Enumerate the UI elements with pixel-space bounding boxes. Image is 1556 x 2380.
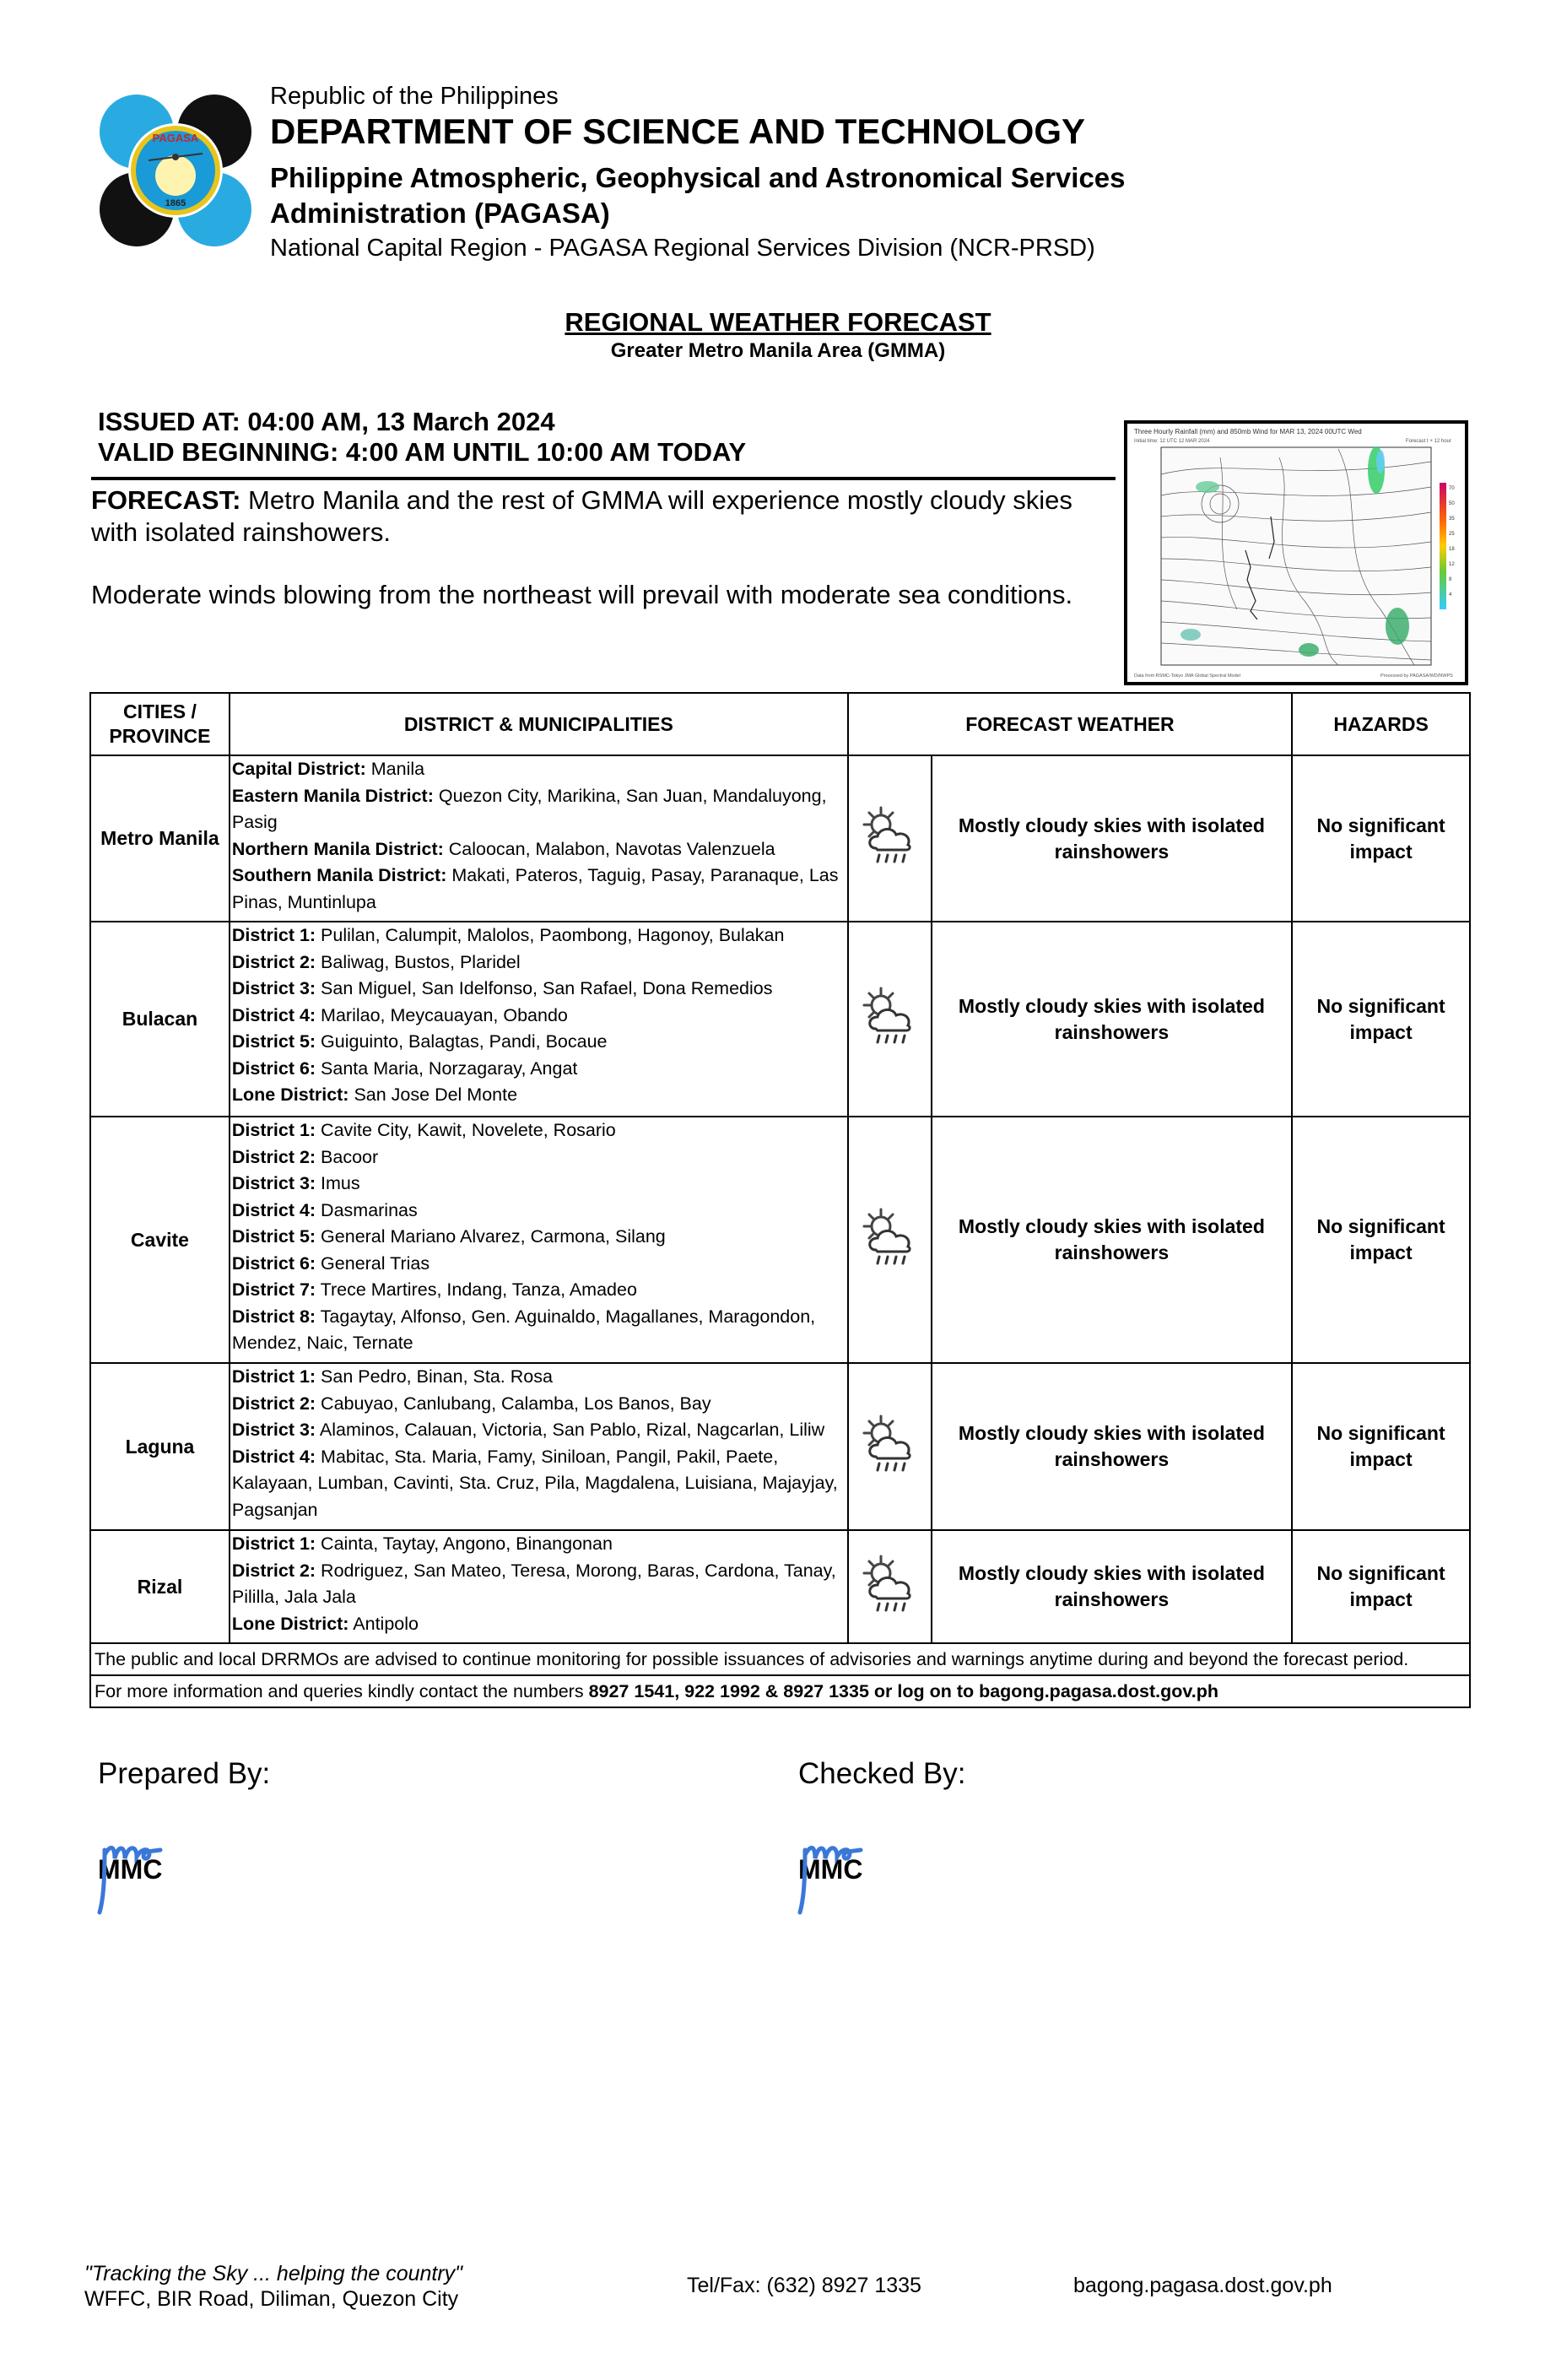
hazard: No significant impact — [1292, 755, 1470, 922]
svg-text:25: 25 — [1449, 532, 1455, 537]
district-line — [232, 922, 846, 949]
district-name: District 5: — [231, 1226, 316, 1247]
district-places: Pulilan, Calumpit, Malolos, Paombong, Hagonoy, Bulakan — [316, 925, 785, 945]
district-name: Southern Manila District: — [231, 865, 447, 885]
district-places: Trece Martires, Indang, Tanza, Amadeo — [316, 1279, 637, 1300]
district-places: Dasmarinas — [316, 1199, 418, 1220]
website-link[interactable]: bagong.pagasa.dost.gov.ph — [1073, 2274, 1332, 2297]
district-line — [232, 863, 846, 916]
rainfall-wind-map — [1124, 420, 1468, 685]
svg-text:8: 8 — [1449, 577, 1452, 582]
district-list — [230, 922, 848, 1117]
province-name: Bulacan — [90, 922, 230, 1117]
district-line — [232, 1364, 846, 1391]
tagline: "Tracking the Sky ... helping the country" — [84, 2262, 463, 2285]
svg-text:Three Hourly Rainfall (mm) and: Three Hourly Rainfall (mm) and 850mb Wind for MAR 13, 2024 00UTC Wed — [1134, 428, 1362, 435]
partly-cloudy-rain-icon — [856, 1551, 923, 1619]
contact-row — [90, 1675, 1470, 1707]
district-name: District 4: — [231, 1199, 316, 1220]
checked-by-label: Checked By: — [798, 1757, 966, 1790]
district-name: District 3: — [231, 978, 316, 998]
svg-text:PAGASA: PAGASA — [152, 132, 199, 144]
svg-text:MMC: MMC — [798, 1854, 863, 1885]
header-hazards: HAZARDS — [1292, 693, 1470, 755]
district-name: District 2: — [231, 1393, 316, 1414]
district-places: Santa Maria, Norzagaray, Angat — [316, 1057, 578, 1079]
district-places: Manila — [365, 759, 425, 779]
district-line — [232, 1391, 846, 1418]
partly-cloudy-rain-icon — [856, 1411, 923, 1479]
header-forecast-weather: FORECAST WEATHER — [848, 693, 1292, 755]
forecast-label: FORECAST: — [91, 485, 241, 515]
republic-label: Republic of the Philippines — [270, 83, 559, 110]
district-line — [232, 1029, 846, 1056]
district-line — [232, 1117, 846, 1144]
district-places: Antipolo — [348, 1613, 419, 1634]
winds-paragraph: Moderate winds blowing from the northeast will prevail with moderate sea conditions. — [91, 580, 1073, 609]
district-places: General Trias — [316, 1252, 430, 1274]
district-list — [230, 1363, 848, 1530]
address: WFFC, BIR Road, Diliman, Quezon City — [84, 2287, 459, 2311]
district-places: Alaminos, Calauan, Victoria, San Pablo, Rizal, Nagcarlan, Liliw — [316, 1420, 825, 1440]
district-name: District 2: — [231, 1146, 316, 1167]
svg-text:12: 12 — [1449, 562, 1455, 567]
hazard: No significant impact — [1292, 1530, 1470, 1643]
district-line — [232, 1144, 846, 1171]
district-name: District 6: — [231, 1252, 316, 1274]
district-line — [232, 1531, 846, 1558]
forecast-table — [89, 692, 1471, 1708]
partly-cloudy-rain-icon — [856, 803, 923, 870]
table-row — [90, 922, 1470, 1117]
forecast-weather: Mostly cloudy skies with isolated rainshowers — [932, 1363, 1292, 1530]
district-name: District 2: — [231, 951, 316, 972]
district-places: Guiguinto, Balagtas, Pandi, Bocaue — [316, 1031, 608, 1052]
district-places: Rodriguez, San Mateo, Teresa, Morong, Baras, Cardona, Tanay, Pililla, Jala Jala — [231, 1560, 836, 1607]
district-list — [230, 755, 848, 922]
district-list — [230, 1530, 848, 1643]
district-line — [232, 1611, 846, 1638]
weather-icon-cell — [848, 1363, 932, 1530]
district-places: San Jose Del Monte — [348, 1085, 518, 1105]
district-name: Eastern Manila District: — [231, 785, 434, 806]
district-places: Tagaytay, Alfonso, Gen. Aguinaldo, Magallanes, Maragondon, Mendez, Naic, Ternate — [231, 1306, 816, 1353]
district-name: District 2: — [231, 1560, 316, 1581]
district-name: District 6: — [231, 1057, 316, 1079]
district-line — [232, 783, 846, 836]
svg-text:35: 35 — [1449, 517, 1455, 522]
district-places: Cabuyao, Canlubang, Calamba, Los Banos, Bay — [316, 1393, 711, 1414]
table-row — [90, 755, 1470, 922]
checked-signature — [793, 1825, 903, 1916]
svg-text:Forecast t + 12 hour: Forecast t + 12 hour — [1406, 439, 1451, 444]
hazard: No significant impact — [1292, 922, 1470, 1117]
svg-text:Processed by PAGASA/WD/NWPS: Processed by PAGASA/WD/NWPS — [1380, 673, 1453, 679]
weather-icon-cell — [848, 1117, 932, 1363]
svg-text:Data from RSMC-Tokyo JMA Globa: Data from RSMC-Tokyo JMA Global Spectral Model — [1134, 673, 1240, 679]
district-line — [232, 1056, 846, 1083]
forecast-text: Metro Manila and the rest of GMMA will experience mostly cloudy skies with isolated rainshowers. — [91, 485, 1072, 547]
district-line — [232, 1444, 846, 1524]
district-places: San Pedro, Binan, Sta. Rosa — [316, 1366, 553, 1387]
table-row — [90, 1530, 1470, 1643]
pagasa-logo — [98, 93, 253, 248]
district-name: District 4: — [231, 1004, 316, 1025]
issued-at: ISSUED AT: 04:00 AM, 13 March 2024 — [98, 407, 555, 436]
svg-text:Initial time: 12 UTC 12 MAR 20: Initial time: 12 UTC 12 MAR 2024 — [1134, 439, 1210, 444]
weather-icon-cell — [848, 755, 932, 922]
svg-text:1865: 1865 — [165, 198, 186, 208]
hazard: No significant impact — [1292, 1363, 1470, 1530]
district-line — [232, 1082, 846, 1109]
district-name: District 5: — [231, 1031, 316, 1052]
district-places: Makati, Pateros, Taguig, Pasay, Paranaque, Las Pinas, Muntinlupa — [231, 865, 839, 912]
district-name: District 1: — [231, 1366, 316, 1387]
document-title: REGIONAL WEATHER FORECAST — [565, 307, 991, 337]
district-line — [232, 1251, 846, 1278]
prepared-by-label: Prepared By: — [98, 1757, 271, 1790]
district-name: District 3: — [231, 1420, 316, 1440]
district-line — [232, 949, 846, 976]
district-name: District 1: — [231, 1533, 316, 1554]
district-places: San Miguel, San Idelfonso, San Rafael, Dona Remedios — [316, 978, 773, 998]
district-places: Baliwag, Bustos, Plaridel — [316, 951, 521, 972]
district-name: Northern Manila District: — [231, 838, 444, 859]
district-line — [232, 1198, 846, 1225]
district-places: Cainta, Taytay, Angono, Binangonan — [316, 1533, 613, 1554]
svg-text:MMC: MMC — [98, 1854, 163, 1885]
forecast-paragraph — [91, 484, 1121, 549]
district-line — [232, 836, 846, 863]
partly-cloudy-rain-icon — [856, 983, 923, 1051]
district-name: District 1: — [231, 925, 316, 945]
table-row — [90, 1117, 1470, 1363]
district-name: District 7: — [231, 1279, 316, 1300]
district-places: Mabitac, Sta. Maria, Famy, Siniloan, Pangil, Pakil, Paete, Kalayaan, Lumban, Cavinti, Sta. Cruz, Pila, Magdalena, Luisiana, Majayjay, Pagsanjan — [231, 1446, 838, 1520]
contact-text: For more information and queries kindly contact the numbers 8927 1541, 922 1992 & 8927 1335 or log on to bagong.pagasa.dost.gov.ph — [90, 1675, 1470, 1707]
table-header-row — [90, 693, 1470, 755]
svg-text:4: 4 — [1449, 592, 1452, 598]
forecast-weather: Mostly cloudy skies with isolated rainshowers — [932, 1117, 1292, 1363]
advisory-text: The public and local DRRMOs are advised to continue monitoring for possible issuances of advisories and warnings anytime during and beyond the forecast period. — [90, 1643, 1470, 1675]
advisory-row — [90, 1643, 1470, 1675]
svg-text:50: 50 — [1449, 501, 1455, 506]
partly-cloudy-rain-icon — [856, 1204, 923, 1272]
district-line — [232, 1417, 846, 1444]
svg-text:18: 18 — [1449, 547, 1455, 552]
hazard: No significant impact — [1292, 1117, 1470, 1363]
forecast-weather: Mostly cloudy skies with isolated rainshowers — [932, 922, 1292, 1117]
weather-icon-cell — [848, 1530, 932, 1643]
district-line — [232, 1558, 846, 1611]
district-places: Caloocan, Malabon, Navotas Valenzuela — [443, 838, 775, 859]
district-name: Lone District: — [231, 1613, 349, 1634]
valid-period: VALID BEGINNING: 4:00 AM UNTIL 10:00 AM TODAY — [98, 437, 747, 467]
telfax: Tel/Fax: (632) 8927 1335 — [687, 2274, 921, 2297]
table-row — [90, 1363, 1470, 1530]
header-cities: CITIES / PROVINCE — [90, 693, 230, 755]
district-places: Bacoor — [316, 1146, 379, 1167]
agency-name: Philippine Atmospheric, Geophysical and Astronomical Services Administration (PAGASA) — [270, 162, 1126, 229]
district-line — [232, 1003, 846, 1030]
district-places: Quezon City, Marikina, San Juan, Mandaluyong, Pasig — [231, 785, 827, 832]
prepared-signature — [93, 1825, 203, 1916]
forecast-weather: Mostly cloudy skies with isolated rainshowers — [932, 755, 1292, 922]
district-line — [232, 976, 846, 1003]
district-places: General Mariano Alvarez, Carmona, Silang — [316, 1226, 666, 1247]
province-name: Cavite — [90, 1117, 230, 1363]
division-name: National Capital Region - PAGASA Regional Services Division (NCR-PRSD) — [270, 235, 1095, 262]
district-name: District 8: — [231, 1306, 316, 1327]
province-name: Rizal — [90, 1530, 230, 1643]
svg-text:70: 70 — [1449, 486, 1455, 491]
district-line — [232, 1224, 846, 1251]
district-name: Lone District: — [231, 1085, 349, 1105]
district-line — [232, 1171, 846, 1198]
district-line — [232, 756, 846, 783]
district-places: Marilao, Meycauayan, Obando — [316, 1004, 568, 1025]
district-line — [232, 1277, 846, 1304]
district-places: Cavite City, Kawit, Novelete, Rosario — [316, 1120, 616, 1140]
header-districts: DISTRICT & MUNICIPALITIES — [230, 693, 848, 755]
divider — [91, 477, 1116, 480]
district-list — [230, 1117, 848, 1363]
district-name: District 4: — [231, 1446, 316, 1467]
department-name: DEPARTMENT OF SCIENCE AND TECHNOLOGY — [270, 111, 1086, 151]
district-name: District 3: — [231, 1173, 316, 1193]
province-name: Metro Manila — [90, 755, 230, 922]
document-subtitle: Greater Metro Manila Area (GMMA) — [610, 339, 946, 362]
district-name: District 1: — [231, 1120, 316, 1140]
weather-icon-cell — [848, 922, 932, 1117]
district-line — [232, 1304, 846, 1357]
province-name: Laguna — [90, 1363, 230, 1530]
district-name: Capital District: — [231, 759, 366, 779]
district-places: Imus — [316, 1173, 360, 1193]
forecast-weather: Mostly cloudy skies with isolated rainshowers — [932, 1530, 1292, 1643]
